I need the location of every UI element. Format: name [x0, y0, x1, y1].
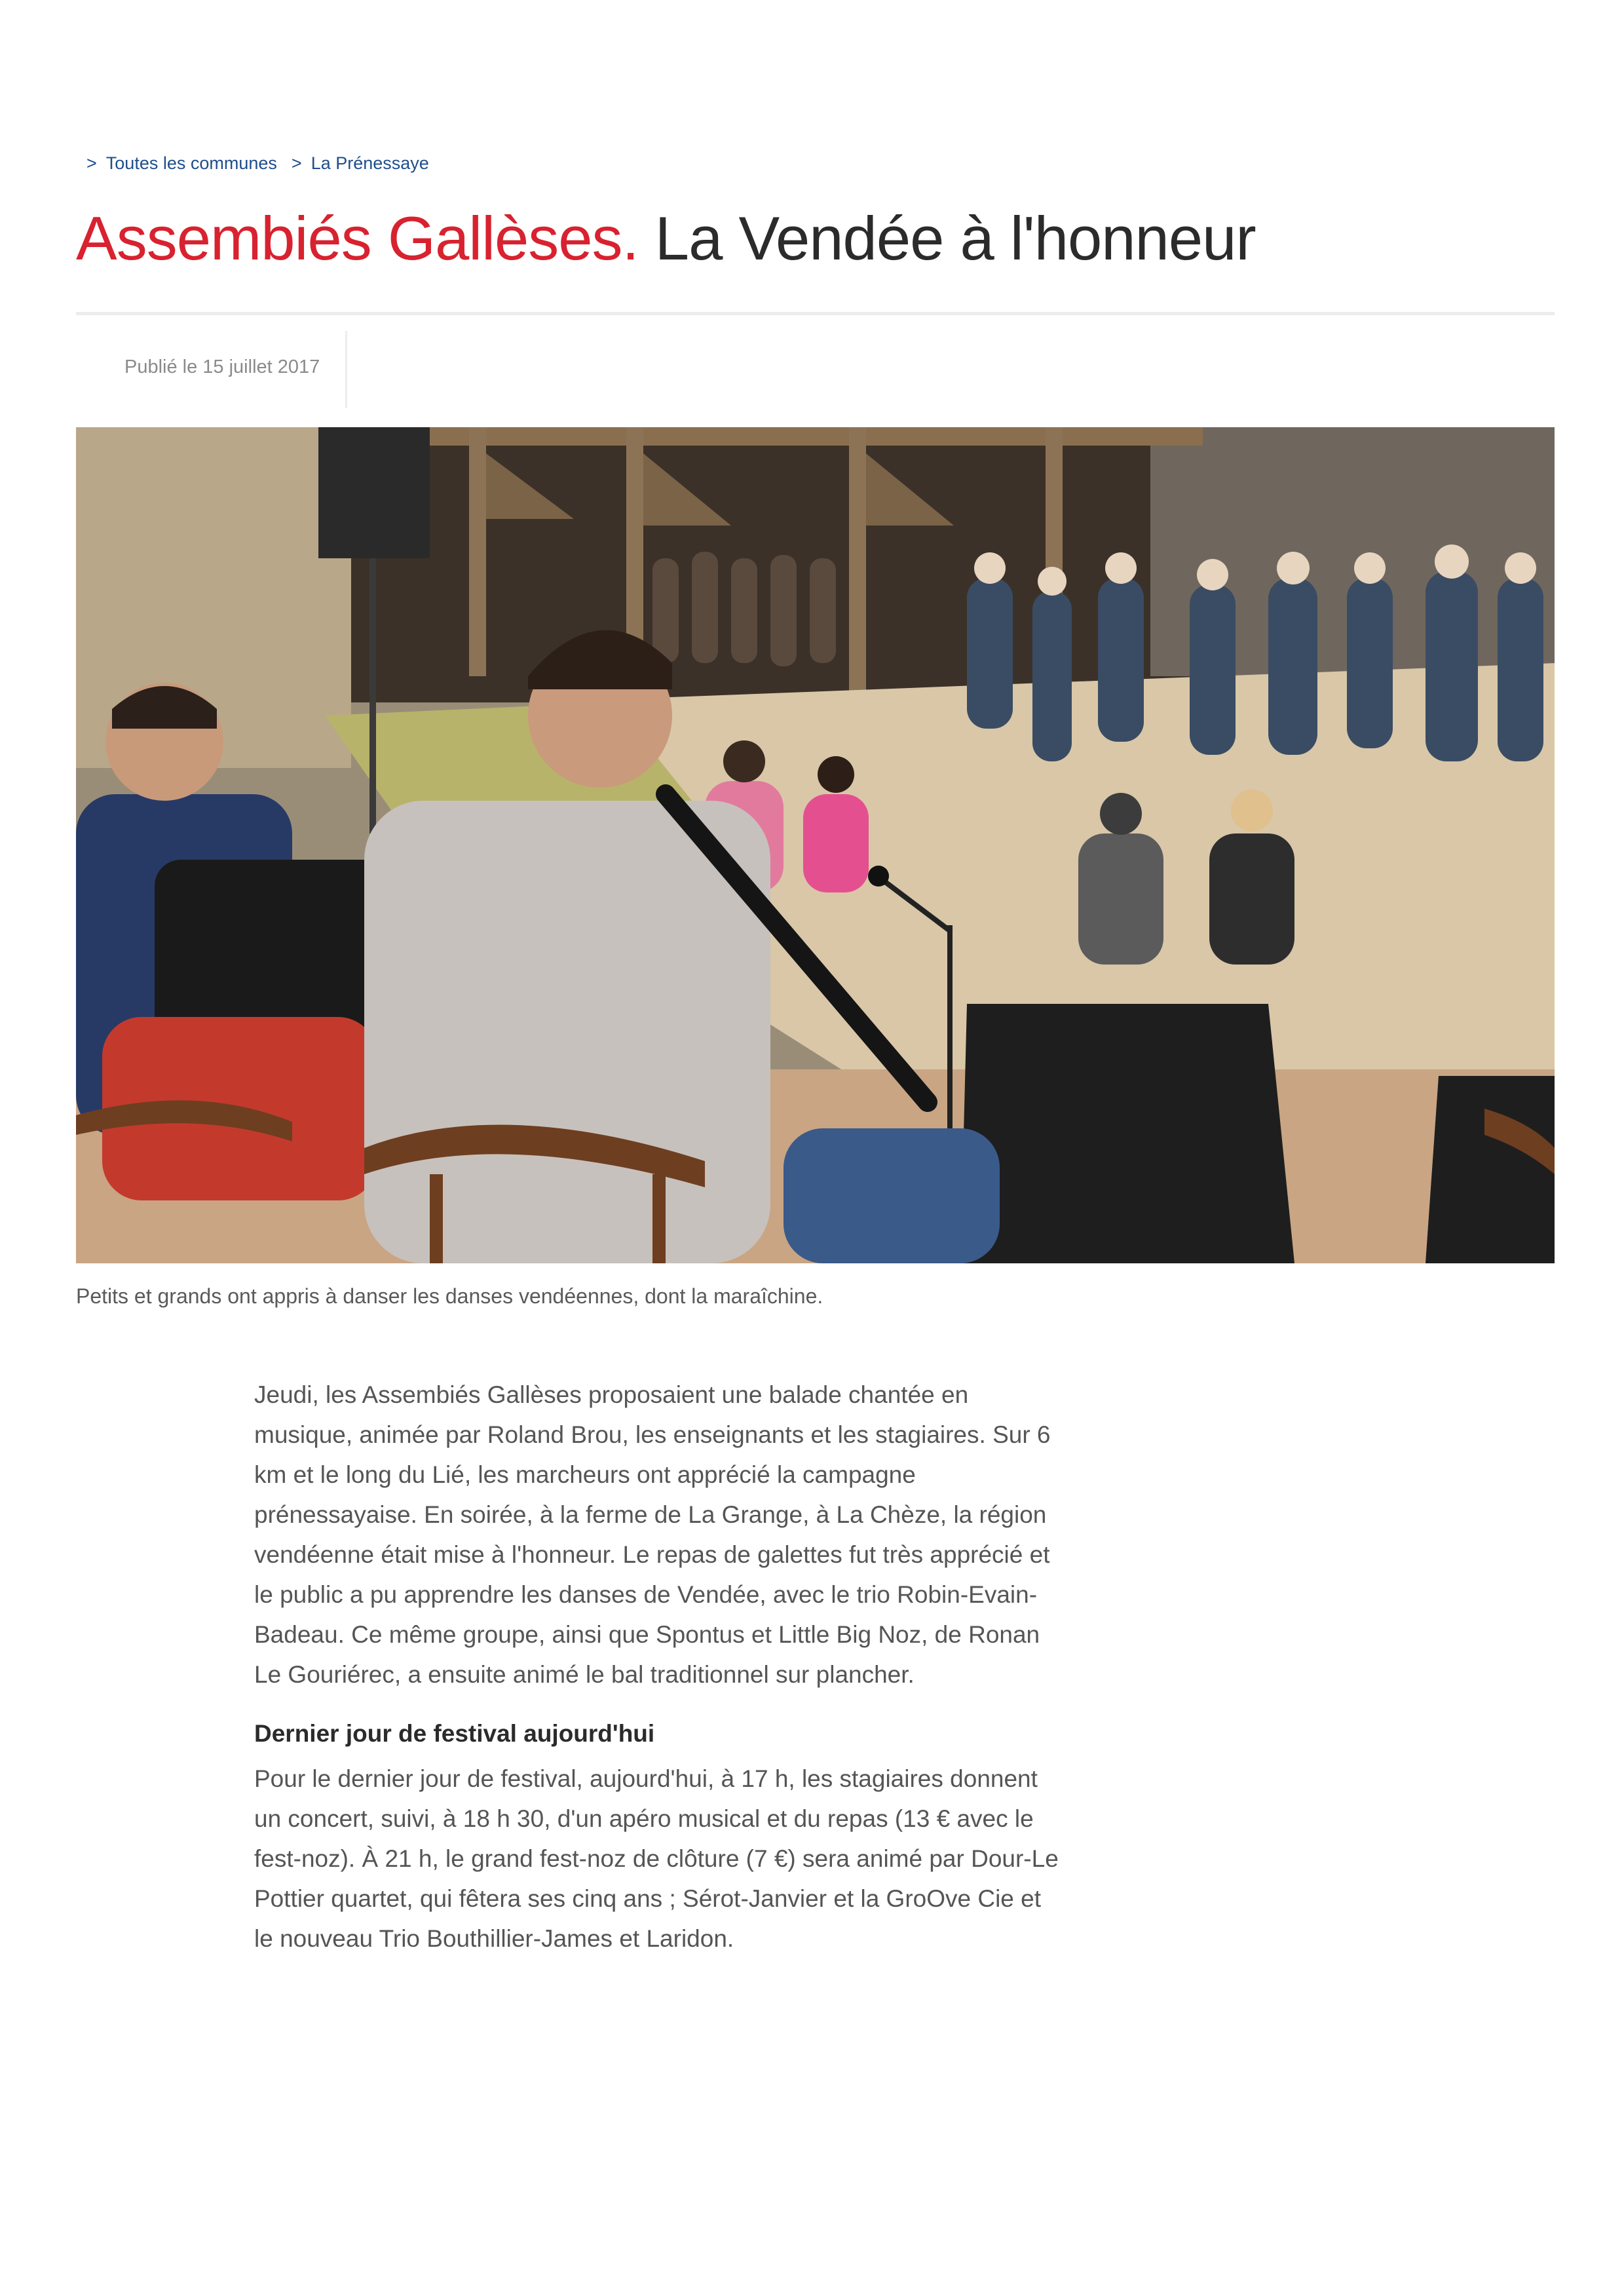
- article-paragraph: Pour le dernier jour de festival, aujourd'hui, à 17 h, les stagiaires donnent un concert, suivi, à 18 h 30, d'un apéro musical et du repas (13 € avec le fest-noz). À 21 h, le grand fest-noz de clôture (7 €) sera animé par Dour-Le Pottier quartet, qui fêtera ses cinq ans ; Sérot-Janvier et la GroOve Cie et le nouveau Trio Bouthillier-James et Laridon.: [254, 1765, 1059, 1952]
- breadcrumb: [86, 153, 429, 174]
- article-headline: La Vendée à l'honneur: [654, 204, 1256, 273]
- breadcrumb-link-communes[interactable]: Toutes les communes: [105, 153, 277, 173]
- chevron-right-icon: >: [291, 153, 302, 173]
- photo-caption: Petits et grands ont appris à danser les danses vendéennes, dont la maraîchine.: [76, 1284, 823, 1308]
- breadcrumb-link-la-prenessaye[interactable]: La Prénessaye: [311, 153, 429, 173]
- article-subheading: Dernier jour de festival aujourd'hui: [254, 1720, 655, 1747]
- chevron-right-icon: >: [86, 153, 97, 173]
- article-paragraph: Jeudi, les Assembiés Gallèses proposaient une balade chantée en musique, animée par Roland Brou, les enseignants et les stagiaires. Sur 6 km et le long du Lié, les marcheurs ont apprécié la campagne prénessayaise. En soirée, à la ferme de La Grange, à La Chèze, la région vendéenne était mise à l'honneur. Le repas de galettes fut très apprécié et le public a pu apprendre les danses de Vendée, avec le trio Robin-Evain-Badeau. Ce même groupe, ainsi que Spontus et Little Big Noz, de Ronan Le Gouriérec, a ensuite animé le bal traditionnel sur plancher.: [254, 1381, 1051, 1688]
- article-kicker: Assembiés Gallèses.: [76, 204, 639, 273]
- article-body: [254, 1375, 1067, 1959]
- article-photo: [76, 427, 1555, 1263]
- header-divider: [76, 312, 1555, 315]
- meta-divider: [345, 331, 347, 408]
- publish-date: Publié le 15 juillet 2017: [124, 356, 320, 377]
- breadcrumb-item-la-prenessaye[interactable]: [292, 153, 429, 174]
- breadcrumb-item-communes[interactable]: [86, 153, 277, 174]
- article-title: [76, 204, 1256, 272]
